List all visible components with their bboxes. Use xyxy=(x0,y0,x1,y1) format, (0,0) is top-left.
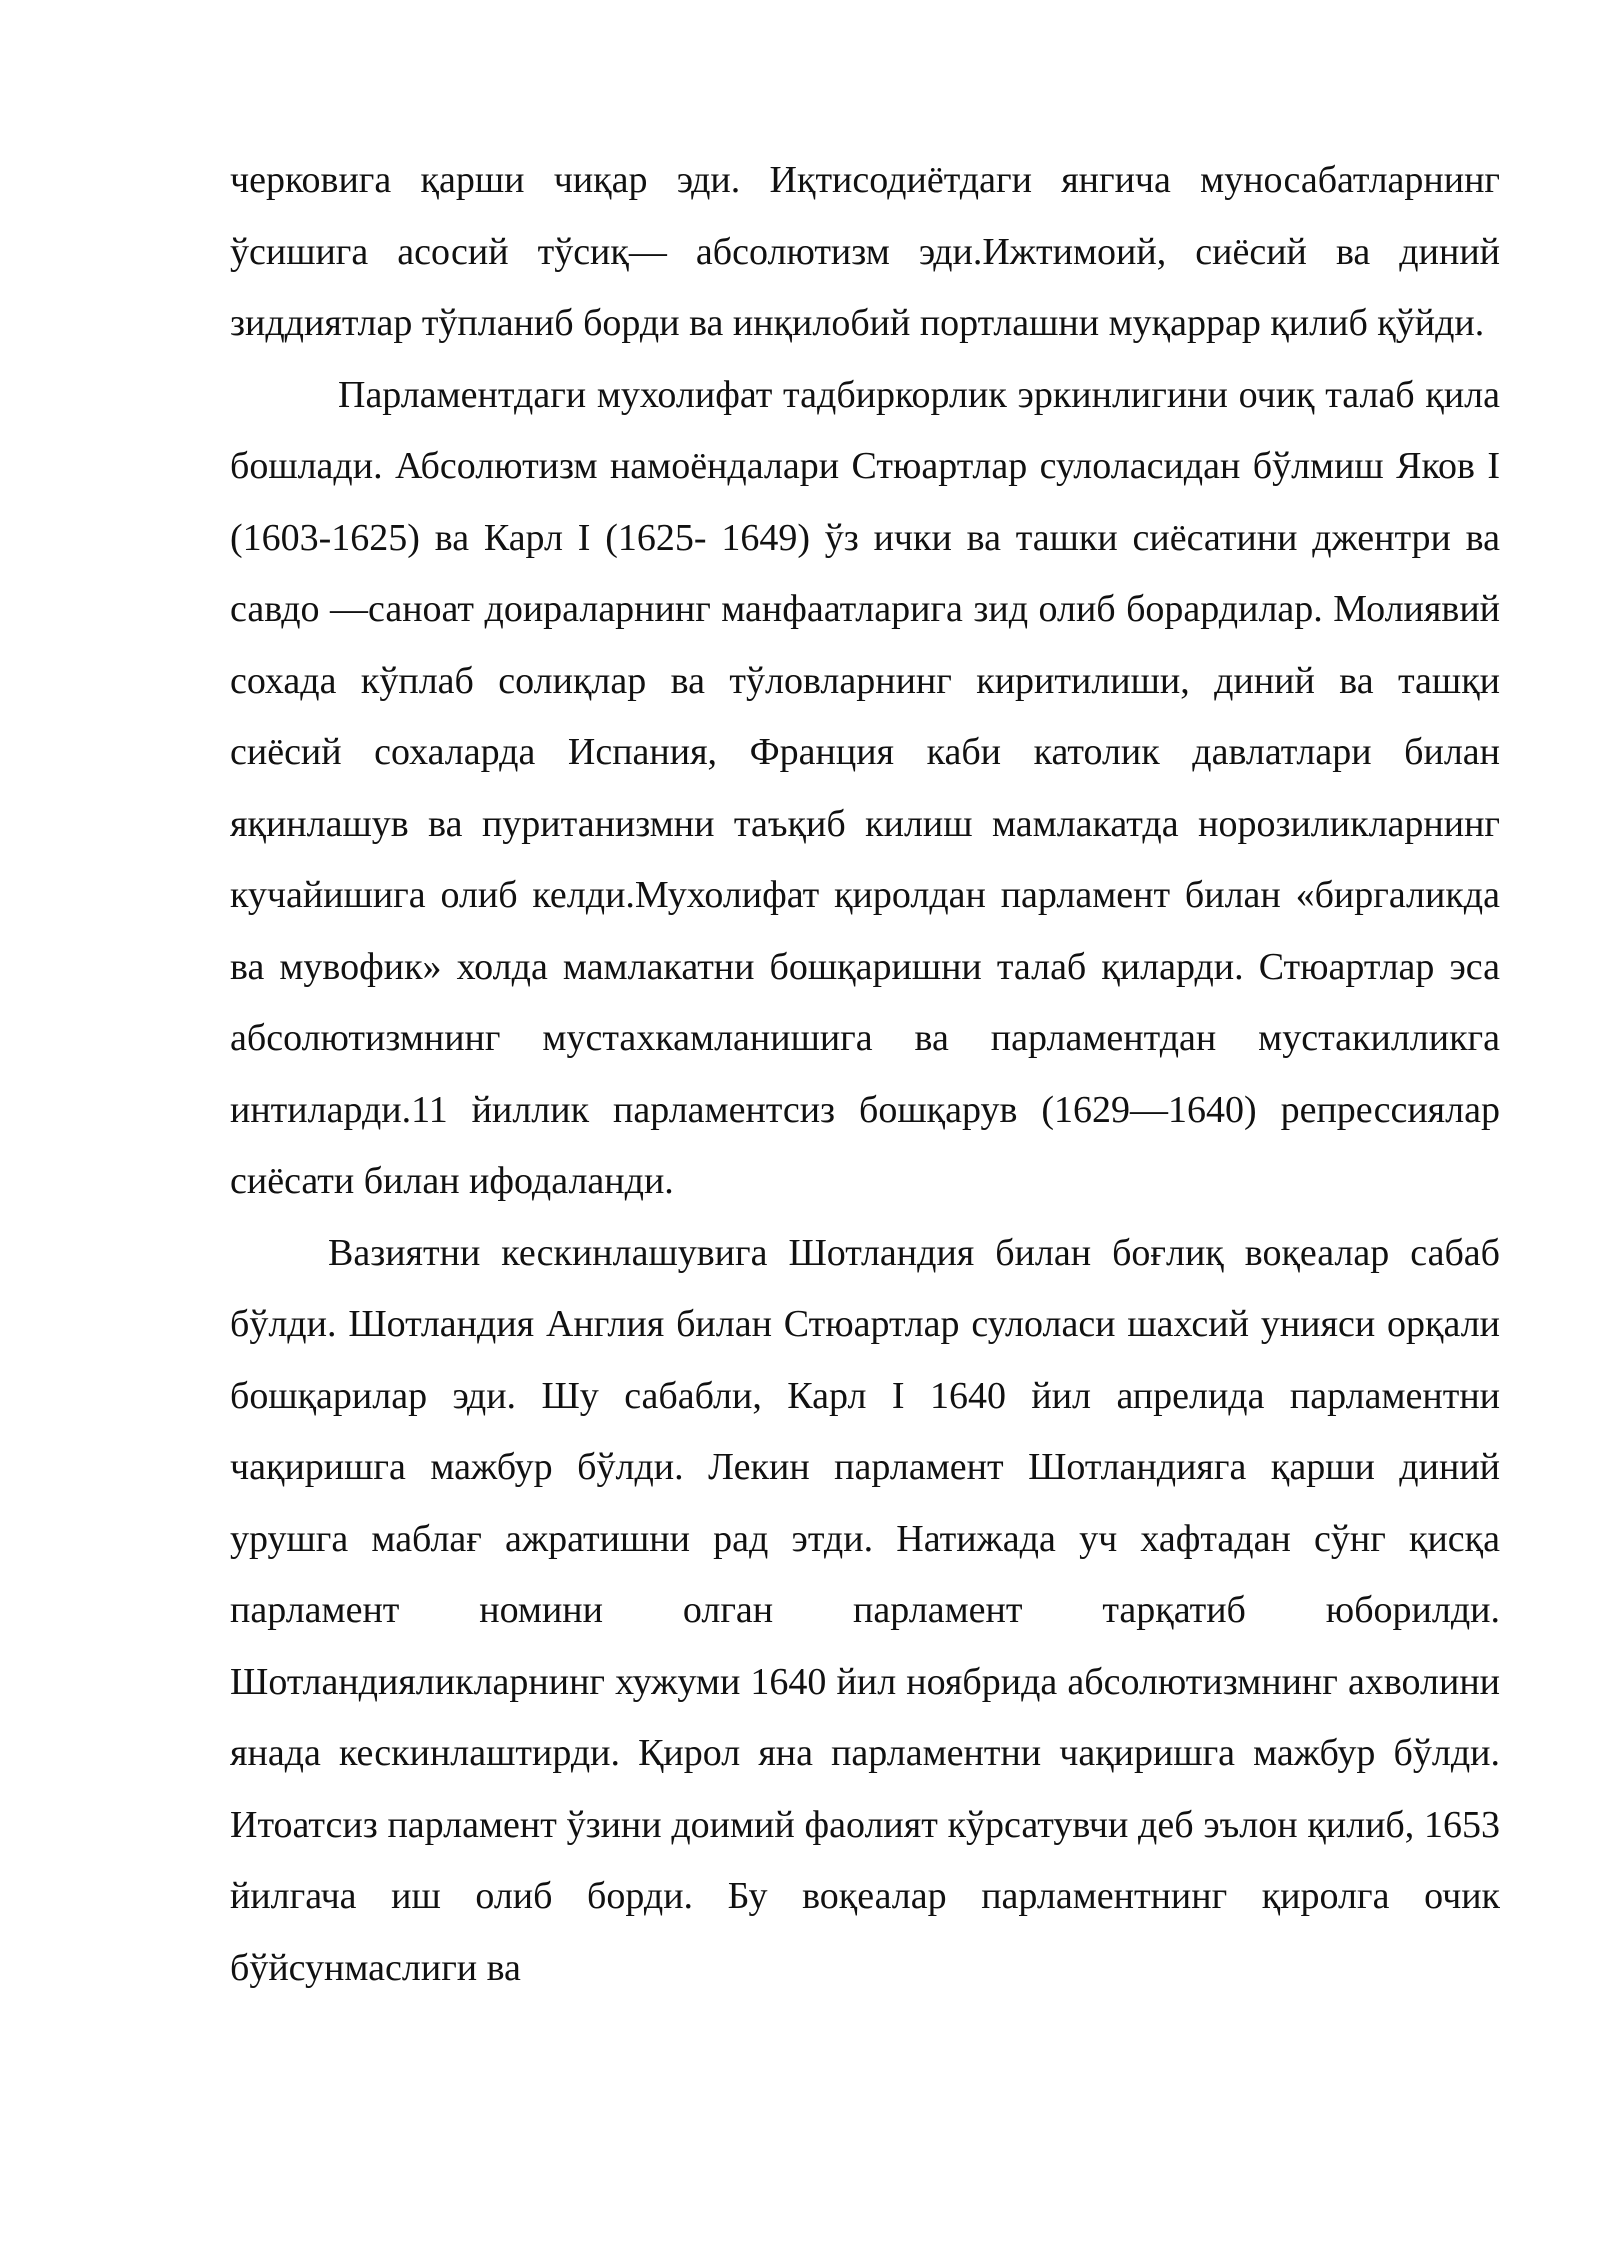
paragraph-2: Парламентдаги мухолифат тадбиркорлик эркинлигини очиқ талаб қила бошлади. Абсолютизм намоёндалари Стюартлар сулоласидан бўлмиш Яков I (1603-1625) ва Карл I (1625- 1649) ўз ички ва ташки сиёсатини джентри ва савдо —саноат доираларнинг манфаатларига зид олиб борардилар. Молиявий сохада кўплаб солиқлар ва тўловларнинг киритилиши, диний ва ташқи сиёсий сохаларда Испания, Франция каби католик давлатлари билан яқинлашув ва пуританизмни таъқиб килиш мамлакатда норозиликларнинг кучайишига олиб келди.Мухолифат қиролдан парламент билан «биргаликда ва мувофик» холда мамлакатни бошқаришни талаб қиларди. Стюартлар эса абсолютизмнинг мустахкамланишига ва парламентдан мустакилликга интиларди.11 йиллик парламентсиз бошқарув (1629—1640) репрессиялар сиёсати билан ифодаланди. xyxy=(230,373,1500,1202)
paragraph-1: черковига қарши чиқар эди. Иқтисодиётдаги янгича муносабатларнинг ўсишига асосий тўсиқ— абсолютизм эди.Ижтимоий, сиёсий ва диний зиддиятлар тўпланиб борди ва инқилобий портлашни муқаррар қилиб қўйди. xyxy=(230,159,1500,344)
document-page xyxy=(230,145,1500,2004)
paragraph-3: Вазиятни кескинлашувига Шотландия билан боғлиқ воқеалар сабаб бўлди. Шотландия Англия билан Стюартлар сулоласи шахсий унияси орқали бошқарилар эди. Шу сабабли, Карл I 1640 йил апрелида парламентни чақиришга мажбур бўлди. Лекин парламент Шотландияга қарши диний урушга маблағ ажратишни рад этди. Натижада уч хафтадан сўнг қисқа парламент номини олган парламент тарқатиб юборилди. Шотландияликларнинг хужуми 1640 йил ноябрида абсолютизмнинг ахволини янада кескинлаштирди. Қирол яна парламентни чақиришга мажбур бўлди. Итоатсиз парламент ўзини доимий фаолият кўрсатувчи деб эълон қилиб, 1653 йилгача иш олиб борди. Бу воқеалар парламентнинг қиролга очик бўйсунмаслиги ва xyxy=(230,1231,1500,1989)
